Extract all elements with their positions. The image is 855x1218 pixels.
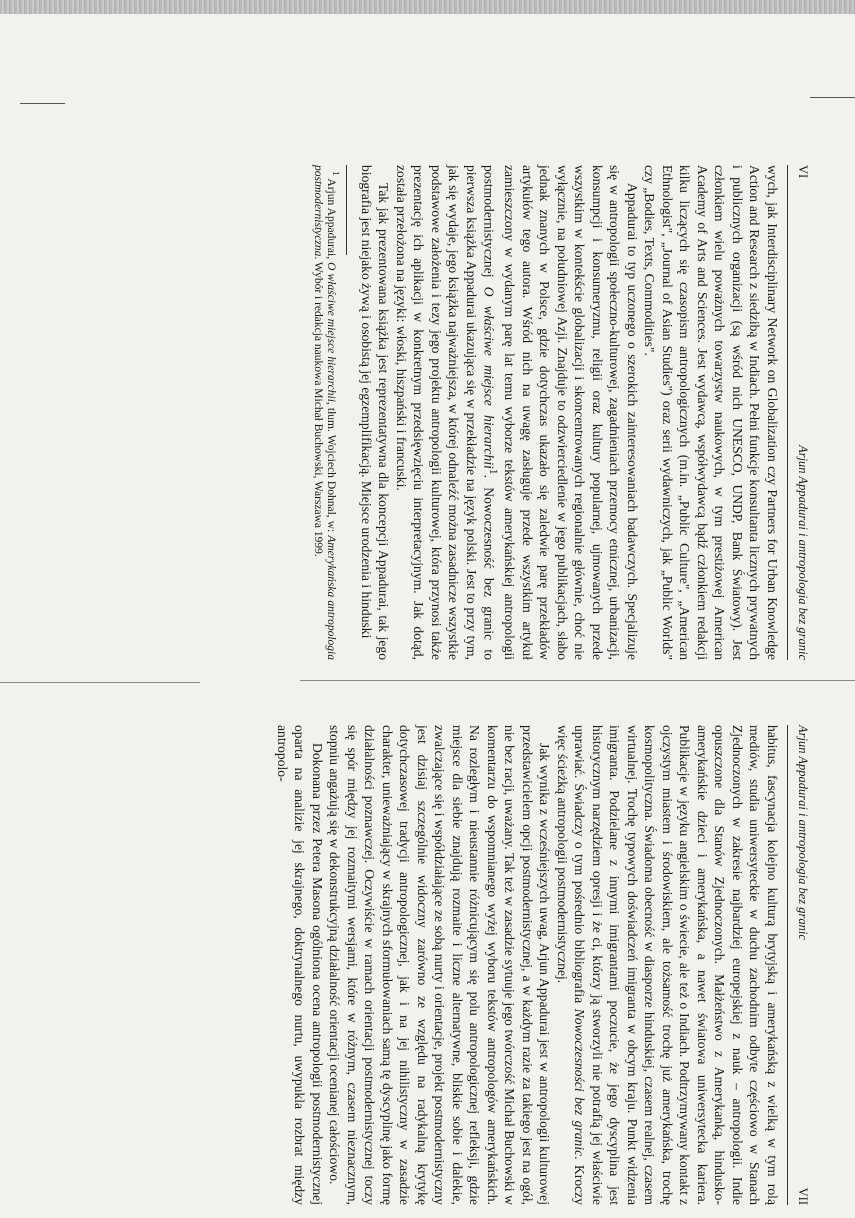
paragraph: Appadurai to typ uczonego o szerokich zainteresowaniach badawczych. Specjalizuje się w antropologii społeczno-kulturowej, zagadnieniach przemocy etnicznej, urbanizacji, konsumpcji i konsumeryzmu, religii oraz kultury popularnej, ujmowanych przede wszystkim w kontekście globalizacji i skoncentrowanych regionalnie głównie, choć nie wyłącznie, na południowej Azji. Znajduje to odzwierciedlenie w jego publikacjach, słabo jednak znanych w Polsce, gdzie dotychczas ukazało się zaledwie parę przekładów artykułów tego autora. Wśród nich na uwagę zasługuje przede wszystkim artykuł zamieszczony w wydanym parę lat temu wyborze tekstów amerykańskiej antropologii postmodernistycznej O właściwe miejsce hierarchii$^1$. Nowoczesność bez granic to pierwsza książka Appadurai ukazująca się w przekładzie na język polski. Jest to przy tym, jak się wydaje, jego książka najważniejsza, w której odnaleźć można zasadnicze wszystkie podstawowe założenia i tezy jego projektu antropologii kulturowej, która przynosi także prezentację ich aplikacji w konkretnym przedsięwzięciu interpretacyjnym. Jak dotąd, została przełożona na języki: włoski, hiszpański i francuski.: [393, 165, 640, 661]
page-header: [787, 165, 810, 660]
page-header: [787, 725, 810, 1205]
running-title: Arjun Appadurai i antropologia bez granic: [796, 725, 810, 940]
book-page-vii: [55, 725, 810, 1205]
footnote-ref: 1: [487, 468, 499, 475]
paragraph: Dokonana przez Petera Masona ogólniona ocena antropologii postmodernistycznej oparta na analizie jej skrajnego, doktrynalnego nurtu, uwypukla rozbrat między antropolo-: [275, 725, 325, 1205]
page-number: VII: [796, 1187, 810, 1205]
footnote: $^1$ Arjun Appadurai, O właściwe miejsce hierarchii, tłum. Wojciech Dohnal, w: Amerykańska antropologia postmodernistyczna. Wybór i redakcja naukowa Michał Buchowski, Warszawa 1999.: [311, 165, 342, 660]
cited-title: Nowoczesności bez granic: [572, 1008, 588, 1157]
scan-mark: [20, 103, 65, 104]
scan-noise-band: [0, 0, 855, 14]
running-title: Arjun Appadurai i antropologia bez granic: [796, 445, 810, 660]
paragraph: habitus, fascynacja kolejno kulturą brytyjską i amerykańską z wielką w tym rolą mediów, studia uniwersyteckie w duchu zachodnim odbyte częściowo w Stanach Zjednoczonych w zakresie najbardziej europejskiej z nauk – antropologii. Indie opuszczone dla Stanów Zjednoczonych. Małżeństwo z Amerykanką, hindusko-amerykańskie dzieci i amerykańska, a nawet światowa uniwersytecka kariera. Publikacje w języku angielskim o świecie, ale też o Indiach. Podtrzymywany kontakt z ojczystym miastem i środowiskiem, ale tożsamość trochę już amerykańska, trochę kosmopolityczna. Świadoma obecność w diasporze hinduskiej, czasem realnej, czasem wirtualnej. Trochę typowych doświadczeń imigranta w obcym kraju. Punkt widzenia imigranta. Podzielane z innymi imigrantami poczucie, że jego dyscyplina jest historycznym narzędziem opresji i że ci, którzy ją stworzyli nie potrafią jej właściwie uprawiać. Świadczy o tym pośrednio bibliografia Nowoczesności bez granic. Kroczy więc ścieżką antropologii postmodernistycznej.: [555, 725, 780, 1206]
scan-mark: [0, 682, 200, 683]
cited-title: O właściwe miejsce hierarchii: [481, 286, 497, 469]
page-body: [274, 725, 782, 1205]
book-page-vi: [55, 165, 810, 660]
scan-mark: [300, 680, 855, 681]
paragraph: Jak wynika z wcześniejszych uwag, Arjun Appadurai jest w antropologii kulturowej przedstawicielem opcji postmodernistycznej, a w każdym razie za takiego jest na ogół, nie bez racji, uważany. Tak też w zasadzie sytuuje jego twórczość Michał Buchowski w komentarzu do wspomnianego wyżej wyboru tekstów antropologów amerykańskich. Na rozległym i nieustannie różnicującym się polu antropologicznej refleksji, gdzie miejsce dla siebie znajdują rozmaite i liczne alternatywne, bliskie sobie i dalekie, zwalczające się i współdziałające ze sobą nurty i orientacje, projekt postmodernistyczny jest dzisiaj szczególnie widoczny zarówno ze względu na radykalną krytykę dotychczasowej tradycji antropologicznej, jak i na jej nihilistyczny w zasadzie charakter, unieważniający w skrajnych sformułowaniach samą tę dyscyplinę jako formę działalności poznawczej. Oczywiście w ramach orientacji postmodernistycznej toczy się spór między jej rozmaitymi wersjami, które w różnym, czasem nieznacznym, stopniu angażują się w dekonstrukcyjną działalność orientacji ocenianej całościowo.: [327, 725, 553, 1205]
footnote-rule: [346, 165, 347, 255]
scan-mark: [810, 97, 855, 98]
page-number: VI: [796, 165, 810, 179]
page-body: [357, 165, 781, 660]
paragraph: wych, jak Interdisciplinary Network on Globalization czy Partners for Urban Knowledge Action and Research z siedzibą w Indiach. Pełni funkcje konsultanta licznych prywatnych i publicznych organizacji (są wśród nich UNESCO, UNDP, Bank Światowy). Jest członkiem wielu poważnych towarzystw naukowych, w tym prestiżowej American Academy of Arts and Sciences. Jest wydawcą, współwydawcą bądź członkiem redakcji kilku liczących się czasopism antropologicznych (m.in. „Public Culture", „American Ethnologist", „Journal of Asian Studies") oraz serii wydawniczych, jak „Public Worlds" czy „Bodies, Texts, Commodities".: [642, 165, 780, 660]
paragraph: Tak jak prezentowana książka jest reprezentatywna dla koncepcji Appadurai, tak jego biografia jest niejako żywą i osobistą jej egzemplifikacją. Miejsce urodzenia i hinduski: [358, 165, 392, 660]
